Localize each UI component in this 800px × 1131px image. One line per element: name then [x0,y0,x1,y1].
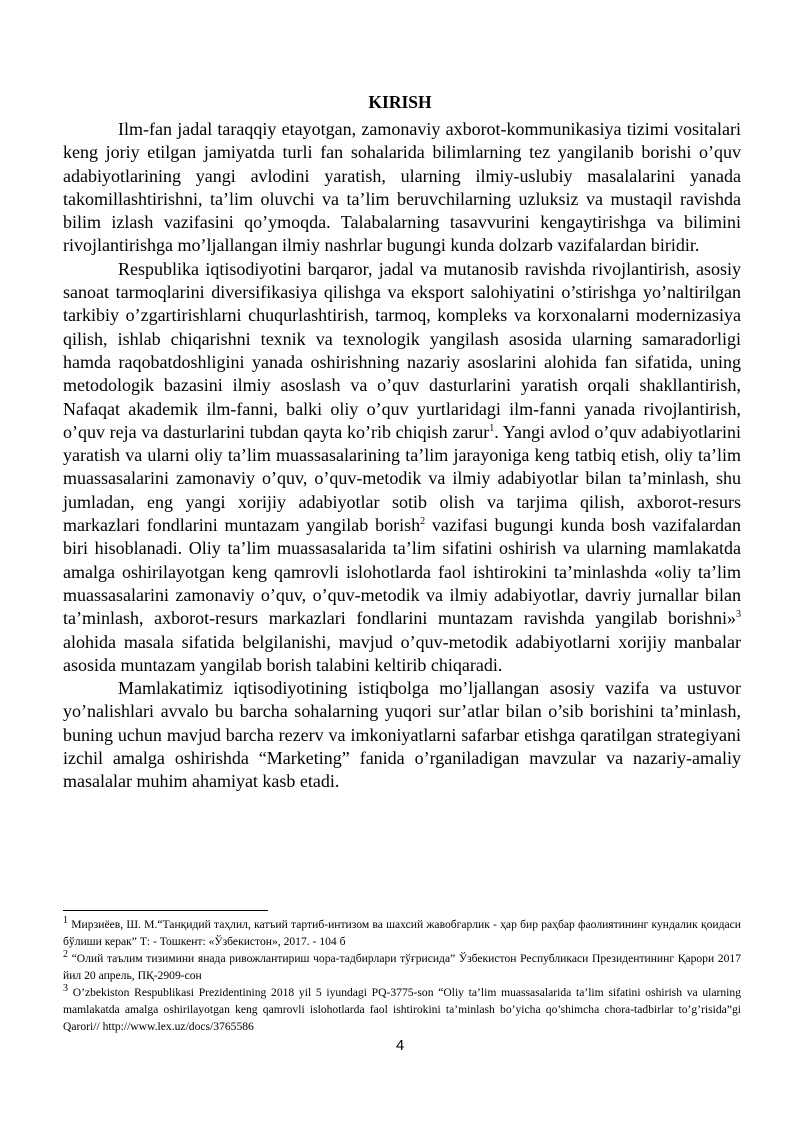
page-number: 4 [395,1037,405,1054]
body-paragraph [63,258,741,677]
footnote-item [63,950,741,984]
paragraph-text: Mamlakatimiz iqtisodiyotining istiqbolga mo’ljallangan asosiy vazifa va ustuvor yo’nalishlari avvalo bu barcha sohalarning yuqori sur’atlar bilan o’sib borishini ta’minlash, buning uchun mavjud barcha rezerv va imkoniyatlarni safarbar etishga qaratilgan strategiyani izchil amalga oshirishda “Marketing” fanida o’rganiladigan mavzular va nazariy-amaliy masalalar muhim ahamiyat kasb etadi. [63,678,741,792]
footnote-text: Мирзиёев, Ш. М.“Танқидий таҳлил, катъий тартиб-интизом ва шахсий жавобгарлик - ҳар бир раҳбар фаолиятининг кундалик қоидаси бўлиши керак” Т: - Тошкент: «Ўзбекистон», 2017. - 104 б [63,918,741,948]
paragraph-text: . Yangi avlod o’quv adabiyotlarini yaratish va ularni oliy ta’lim muassasalarining ta’lim jarayoniga keng tatbiq etish, oliy ta’lim muassasalarini zamonaviy o’quv, o’quv-metodik va ilmiy adabiyotlar bilan ta’minlash, shu jumladan, eng yangi xorijiy adabiyotlar sotib olish va tarjima qilish, axborot-resurs markazlari fondlarini muntazam yangilab borish [63,421,741,536]
paragraph-text: Ilm-fan jadal taraqqiy etayotgan, zamonaviy axborot-kommunikasiya tizimi vositalari keng joriy etilgan jamiyatda turli fan sohalarida bilimlarning tez yangilanib borishi o’quv adabiyotlarining yangi avlodini yaratish, ularning ilmiy-uslubiy masalalarini yanada takomillashtirishni, ta’lim oluvchi va ta’lim beruvchilarning uzluksiz va mustaqil ravishda bilim izlash vazifasini qo’ymoqda. Talabalarning tasavvurini kengaytirishga va bilimini rivojlantirishga mo’ljallangan ilmiy nashrlar bugungi kunda dolzarb vazifalardan biridir. [63,119,741,256]
paragraph-text: vazifasi bugungi kunda bosh vazifalardan biri hisoblanadi. Oliy ta’lim muassasalarida ta’lim sifatini oshirish va ularning mamlakatda amalga oshirilayotgan keng qamrovli islohotlarda faol ishtirokini ta’minlashda «oliy ta’lim muassasalarini zamonaviy o’quv, o’quv-metodik va ilmiy adabiyotlar, davriy jurnallar bilan ta’minlash, axborot-resurs markazlari fondlarini muntazam ravishda yangilab borishni» [63,515,741,629]
footnote-text: “Олий таълим тизимини янада ривожлантириш чора-тадбирлари тўғрисида” Ўзбекистон Республикаси Президентининг Қарори 2017 йил 20 апрель, ПҚ-2909-сон [63,952,741,982]
footnote-number: 2 [63,949,68,961]
paragraph-text: Respublika iqtisodiyotini barqaror, jadal va mutanosib ravishda rivojlantirish, asosiy sanoat tarmoqlarini diversifikasiya qilishga va eksport salohiyatini o’stirishga yo’naltirilgan tarkibiy o’zgartirishlarni chuqurlashtirish, tarmoq, kompleks va korxonalarni modernizasiya qilish, ishlab chiqarishni texnik va texnologik yangilash asosida ularning samaradorligi hamda raqobatdoshligini yanada oshirishning nazariy asoslarini alohida fan sifatida, uning metodologik bazasini ilmiy asoslash va o’quv dasturlarini yaratish orqali shakllantirish, Nafaqat akademik ilm-fanni, balki oliy o’quv yurtlaridagi ilm-fanni yanada rivojlantirish, o’quv reja va dasturlarini tubdan qayta ko’rib chiqish zarur [63,258,741,442]
body-paragraph [63,677,741,793]
footnote-number: 1 [63,915,68,927]
footnote-ref: 1 [489,422,495,434]
footnote-ref: 3 [736,609,741,621]
footnote-item [63,984,741,1035]
body-text [63,118,741,794]
footnotes [63,916,741,1035]
footnote-number: 3 [63,983,68,995]
paragraph-text: alohida masala sifatida belgilanishi, mavjud o’quv-metodik adabiyotlarni xorijiy manbalar asosida muntazam yangilab borish talabini keltirib chiqaradi. [63,631,741,675]
footnote-separator [63,910,268,911]
footnote-text: O’zbekiston Respublikasi Prezidentining 2018 yil 5 iyundagi PQ-3775-son “Oliy ta’lim muassasalarida ta’lim sifatini oshirish va ularning mamlakatda amalga oshirilayotgan keng qamrovli islohotlarda faol ishtirokini ta’minlash bo’yicha qo’shimcha chora-tadbirlar to’g’risida”gi Qarori// http://www.lex.uz/docs/3765586 [63,986,741,1033]
footnote-ref: 2 [420,516,426,528]
body-paragraph [63,118,741,258]
footnote-item [63,916,741,950]
page-title: KIRISH [368,92,432,112]
